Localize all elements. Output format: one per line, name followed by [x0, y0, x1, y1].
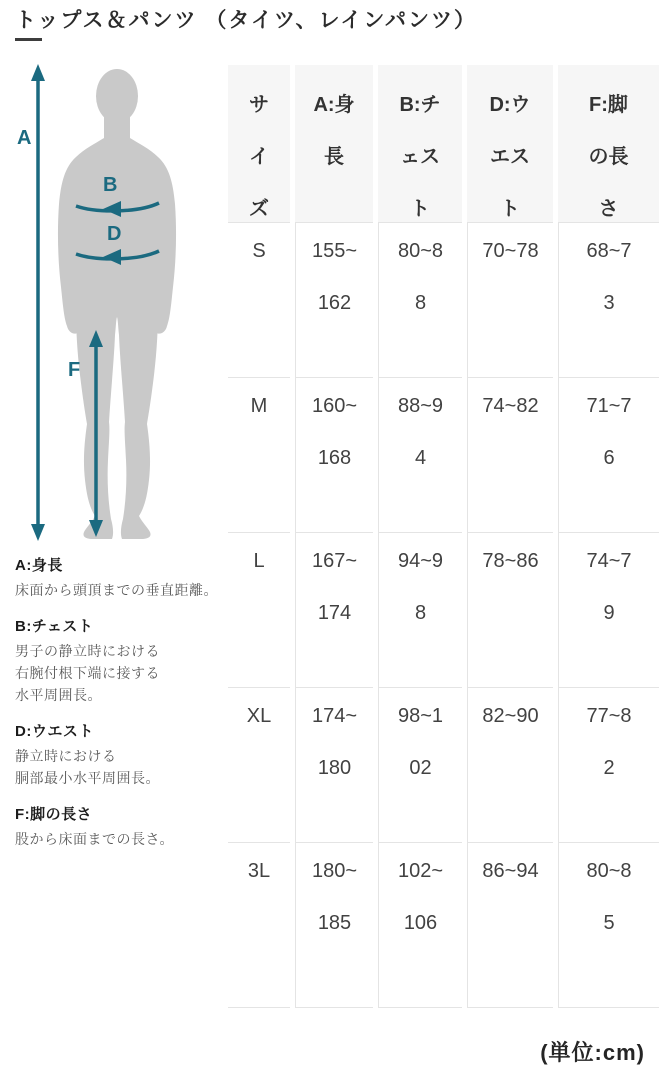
definition-text: 胴部最小水平周囲長。 [15, 770, 160, 786]
definition-text: 静立時における [15, 748, 117, 764]
size-cell: 3L [228, 842, 290, 1008]
table-cell: 68~73 [558, 222, 659, 377]
table-cell: 155~162 [295, 222, 373, 377]
table-header-cell: F:脚の長さ [558, 65, 659, 222]
page-title: トップス＆パンツ （タイツ、レインパンツ） [15, 9, 477, 32]
table-header-cell: D:ウエスト [467, 65, 553, 222]
unit-note: (単位:cm) [540, 1040, 645, 1065]
definition-term: A:身長 [15, 557, 63, 574]
body-silhouette [58, 69, 176, 539]
table-header-cell: A:身長 [295, 65, 373, 222]
title-underline [15, 38, 42, 41]
measurement-diagram [0, 60, 225, 545]
definition-term: F:脚の長さ [15, 806, 93, 823]
size-cell: M [228, 377, 290, 532]
table-cell: 77~82 [558, 687, 659, 842]
label-a: A [17, 127, 32, 149]
label-d: D [107, 223, 122, 245]
table-cell: 98~102 [378, 687, 462, 842]
table-cell: 80~85 [558, 842, 659, 1008]
label-b: B [103, 174, 118, 196]
table-cell: 80~88 [378, 222, 462, 377]
definition-text: 水平周囲長。 [15, 687, 102, 703]
table-header-cell: B:チェスト [378, 65, 462, 222]
table-cell: 74~82 [467, 377, 553, 532]
size-table [228, 65, 659, 1008]
definition-text: 右腕付根下端に接する [15, 665, 160, 681]
table-cell: 78~86 [467, 532, 553, 687]
table-cell: 174~180 [295, 687, 373, 842]
table-cell: 88~94 [378, 377, 462, 532]
label-f: F [68, 359, 81, 381]
definition-term: B:チェスト [15, 618, 94, 635]
table-cell: 74~79 [558, 532, 659, 687]
size-cell: XL [228, 687, 290, 842]
table-cell: 82~90 [467, 687, 553, 842]
table-cell: 70~78 [467, 222, 553, 377]
definition-term: D:ウエスト [15, 723, 94, 740]
table-cell: 180~185 [295, 842, 373, 1008]
definition-text: 床面から頭頂までの垂直距離。 [15, 582, 218, 598]
table-header-cell: サイズ [228, 65, 290, 222]
table-cell: 167~174 [295, 532, 373, 687]
table-cell: 94~98 [378, 532, 462, 687]
table-cell: 102~106 [378, 842, 462, 1008]
definition-text: 股から床面までの長さ。 [15, 831, 174, 847]
size-cell: L [228, 532, 290, 687]
height-arrow [31, 64, 45, 541]
measurement-definitions [15, 540, 223, 850]
table-cell: 86~94 [467, 842, 553, 1008]
table-cell: 71~76 [558, 377, 659, 532]
table-cell: 160~168 [295, 377, 373, 532]
definition-text: 男子の静立時における [15, 643, 160, 659]
size-cell: S [228, 222, 290, 377]
body-silhouette-figure [0, 60, 225, 545]
